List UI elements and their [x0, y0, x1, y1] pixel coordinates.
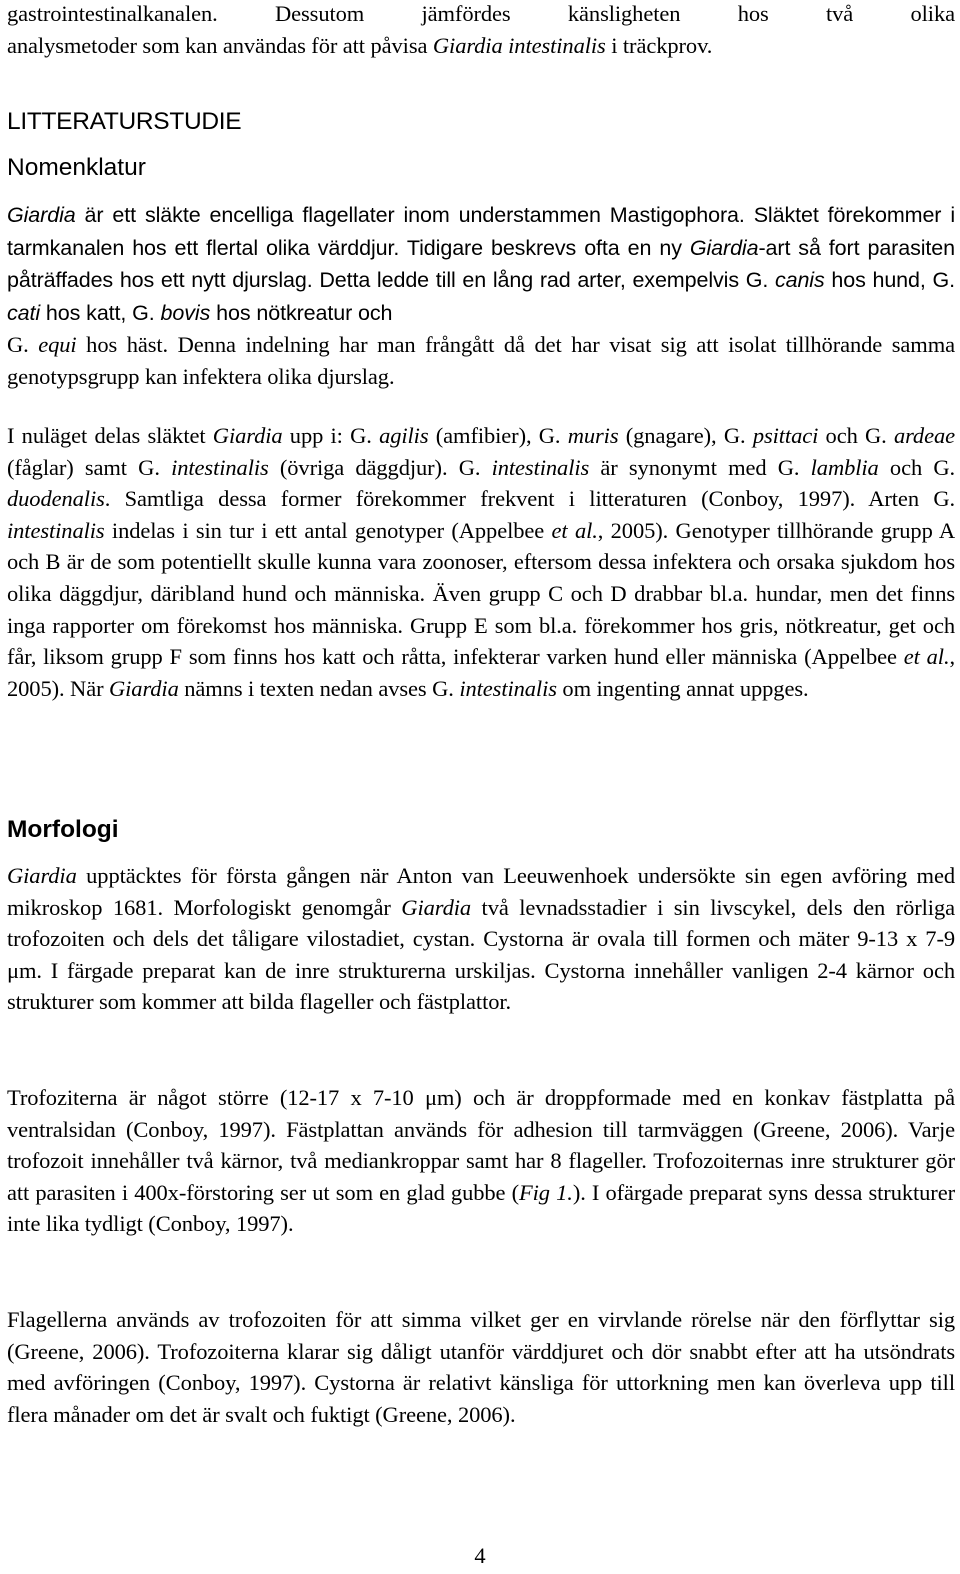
morfologi-paragraph-3: Flagellerna används av trofozoiten för att simma vilket ger en virvlande rörelse när den förflyttar sig (Greene, 2006). Trofozoiterna klarar sig dåligt utanför värddjuret och dör snabbt efter att ha utsöndrats med avföringen (Conboy, 1997). Cystorna är relativt känsliga för uttorkning men kan överleva upp till flera månader om det är svalt och fuktigt (Greene, 2006). [7, 1307, 955, 1427]
nomenklatur-paragraph-2: I nuläget delas släktet Giardia upp i: G. agilis (amfibier), G. muris (gnagare), G. psittaci och G. ardeae (fåglar) samt G. intestinalis (övriga däggdjur). G. intestinalis är synonymt med G. lamblia och G. duodenalis. Samtliga dessa former förekommer frekvent i litteraturen (Conboy, 1997). Arten G. intestinalis indelas i sin tur i ett antal genotyper (Appelbee et al., 2005). Genotyper tillhörande grupp A och B är de som potentiellt skulle kunna vara zoonoser, eftersom dessa infektera och orsaka sjukdom hos olika däggdjur, däribland hund och människa. Även grupp C och D drabbar bl.a. hundar, men det finns inga rapporter om förekomst hos människa. Grupp E som bl.a. förekommer hos gris, nötkreatur, get och får, liksom grupp F som finns hos katt och råtta, infekterar varken hund eller människa (Appelbee et al., 2005). När Giardia nämns i texten nedan avses G. intestinalis om ingenting annat uppges. [7, 423, 956, 701]
intro-line-1: gastrointestinalkanalen. Dessutom jämfördes känsligheten hos två olika [7, 1, 955, 26]
subheading-morfologi: Morfologi [7, 816, 119, 843]
nomenklatur-paragraph-1: Giardia är ett släkte encelliga flagellater inom understammen Mastigophora. Släktet förekommer i tarmkanalen hos ett flertal olika värddjur. Tidigare beskrevs ofta en ny Giardia-art så fort parasiten påträffades hos ett nytt djurslag. Detta ledde till en lång rad arter, exempelvis G. canis hos hund, G. cati hos katt, G. bovis hos nötkreatur och G. equi hos häst. Denna indelning har man frångått då det har visat sig att isolat tillhörande samma genotypsgrupp kan infektera olika djurslag. [7, 203, 956, 389]
page-number: 4 [474, 1543, 486, 1568]
subheading-nomenklatur: Nomenklatur [7, 154, 146, 181]
section-heading-litteraturstudie: LITTERATURSTUDIE [7, 108, 242, 135]
intro-paragraph [7, 0, 955, 61]
morfologi-paragraph-2: Trofoziterna är något större (12-17 x 7-10 μm) och är droppformade med en konkav fästplatta på ventralsidan (Conboy, 1997). Fästplattan används för adhesion till tarmväggen (Greene, 2006). Varje trofozoit innehåller två kärnor, två mediankroppar samt har 8 flageller. Trofozoiternas inre strukturer gör att parasiten i 400x-förstoring ser ut som en glad gubbe (Fig 1.). I ofärgade preparat syns dessa strukturer inte lika tydligt (Conboy, 1997). [7, 1085, 955, 1237]
intro-line-2: analysmetoder som kan användas för att påvisa Giardia intestinalis i träckprov. [7, 32, 713, 58]
morfologi-paragraph-1: Giardia upptäcktes för första gången när Anton van Leeuwenhoek undersökte sin egen avföring med mikroskop 1681. Morfologiskt genomgår Giardia två levnadsstadier i sin livscykel, dels den rörliga trofozoiten och dels det tåligare vilostadiet, cystan. Cystorna är ovala till formen och mäter 9-13 x 7-9 μm. I färgade preparat kan de inre strukturerna urskiljas. Cystorna innehåller vanligen 2-4 kärnor och strukturer som kommer att bilda flageller och fästplattor. [7, 863, 955, 1015]
